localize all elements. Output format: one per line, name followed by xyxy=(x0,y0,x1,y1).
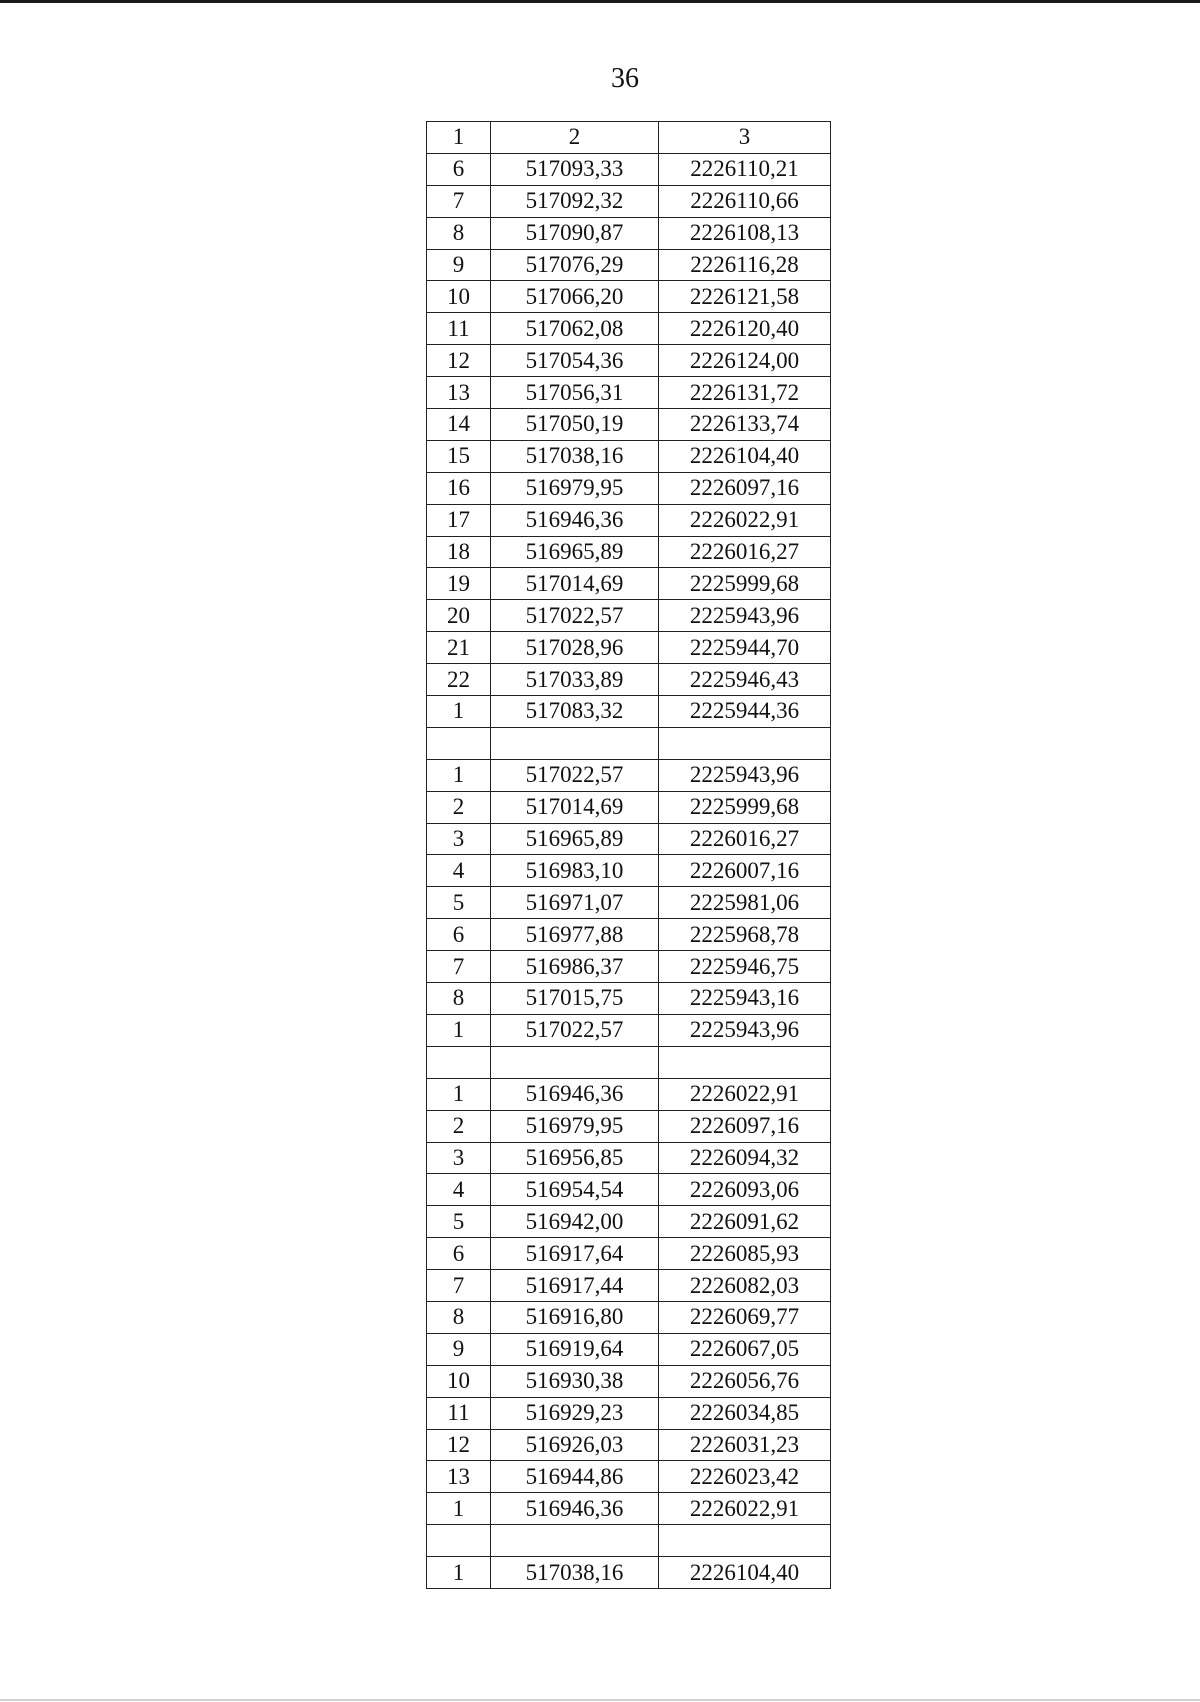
y-coordinate-cell: 2225943,96 xyxy=(659,1014,831,1046)
point-number-cell: 1 xyxy=(427,1557,491,1589)
point-number-cell: 20 xyxy=(427,600,491,632)
table-row xyxy=(427,1557,831,1589)
y-coordinate-cell: 2225999,68 xyxy=(659,568,831,600)
table-row xyxy=(427,377,831,409)
x-coordinate-cell: 517076,29 xyxy=(491,249,659,281)
x-coordinate-cell: 516946,36 xyxy=(491,504,659,536)
table-row xyxy=(427,951,831,983)
y-coordinate-cell: 2226121,58 xyxy=(659,281,831,313)
x-coordinate-cell: 517050,19 xyxy=(491,409,659,441)
x-coordinate-cell: 516986,37 xyxy=(491,951,659,983)
y-coordinate-cell: 2226082,03 xyxy=(659,1270,831,1302)
y-coordinate-cell: 2226022,91 xyxy=(659,1493,831,1525)
table-row xyxy=(427,440,831,472)
x-coordinate-cell: 517015,75 xyxy=(491,983,659,1015)
x-coordinate-cell: 516919,64 xyxy=(491,1333,659,1365)
x-coordinate-cell: 517054,36 xyxy=(491,345,659,377)
x-coordinate-cell: 516917,64 xyxy=(491,1238,659,1270)
y-coordinate-cell: 2226124,00 xyxy=(659,345,831,377)
point-number-cell xyxy=(427,727,491,759)
y-coordinate-cell: 2226007,16 xyxy=(659,855,831,887)
table-row xyxy=(427,345,831,377)
y-coordinate-cell: 2226104,40 xyxy=(659,440,831,472)
table-row xyxy=(427,1301,831,1333)
x-coordinate-cell: 516965,89 xyxy=(491,823,659,855)
y-coordinate-cell: 2226022,91 xyxy=(659,1078,831,1110)
x-coordinate-cell: 516983,10 xyxy=(491,855,659,887)
x-coordinate-cell: 517014,69 xyxy=(491,568,659,600)
table-row xyxy=(427,313,831,345)
x-coordinate-cell: 516979,95 xyxy=(491,1110,659,1142)
x-coordinate-cell: 517022,57 xyxy=(491,1014,659,1046)
table-row xyxy=(427,1270,831,1302)
x-coordinate-cell: 516971,07 xyxy=(491,887,659,919)
table-row xyxy=(427,568,831,600)
table-row xyxy=(427,1238,831,1270)
y-coordinate-cell: 2226108,13 xyxy=(659,217,831,249)
y-coordinate-cell: 2226104,40 xyxy=(659,1557,831,1589)
table-body xyxy=(427,153,831,1588)
table-row xyxy=(427,1461,831,1493)
header-cell-col-1: 1 xyxy=(427,122,491,154)
x-coordinate-cell: 517014,69 xyxy=(491,791,659,823)
table-row xyxy=(427,887,831,919)
table-row xyxy=(427,1078,831,1110)
y-coordinate-cell: 2225968,78 xyxy=(659,919,831,951)
y-coordinate-cell: 2226097,16 xyxy=(659,1110,831,1142)
y-coordinate-cell: 2226031,23 xyxy=(659,1429,831,1461)
point-number-cell: 4 xyxy=(427,1174,491,1206)
y-coordinate-cell: 2226120,40 xyxy=(659,313,831,345)
y-coordinate-cell: 2226116,28 xyxy=(659,249,831,281)
x-coordinate-cell: 516977,88 xyxy=(491,919,659,951)
table-row xyxy=(427,696,831,728)
table-row xyxy=(427,281,831,313)
x-coordinate-cell: 516954,54 xyxy=(491,1174,659,1206)
point-number-cell: 19 xyxy=(427,568,491,600)
point-number-cell xyxy=(427,1046,491,1078)
x-coordinate-cell: 517062,08 xyxy=(491,313,659,345)
header-cell-col-3: 3 xyxy=(659,122,831,154)
x-coordinate-cell: 516956,85 xyxy=(491,1142,659,1174)
point-number-cell: 11 xyxy=(427,313,491,345)
y-coordinate-cell: 2225943,16 xyxy=(659,983,831,1015)
table-row xyxy=(427,919,831,951)
x-coordinate-cell: 516965,89 xyxy=(491,536,659,568)
point-number-cell: 12 xyxy=(427,345,491,377)
table-row xyxy=(427,185,831,217)
table-row xyxy=(427,1429,831,1461)
x-coordinate-cell: 517090,87 xyxy=(491,217,659,249)
point-number-cell: 2 xyxy=(427,791,491,823)
table-row xyxy=(427,409,831,441)
point-number-cell: 1 xyxy=(427,1014,491,1046)
table-row xyxy=(427,1014,831,1046)
point-number-cell: 16 xyxy=(427,472,491,504)
y-coordinate-cell xyxy=(659,1525,831,1557)
table-row xyxy=(427,664,831,696)
point-number-cell: 10 xyxy=(427,1365,491,1397)
table-row xyxy=(427,727,831,759)
table-row xyxy=(427,1174,831,1206)
y-coordinate-cell: 2225999,68 xyxy=(659,791,831,823)
point-number-cell xyxy=(427,1525,491,1557)
y-coordinate-cell: 2225944,70 xyxy=(659,632,831,664)
point-number-cell: 1 xyxy=(427,759,491,791)
point-number-cell: 13 xyxy=(427,377,491,409)
x-coordinate-cell: 516946,36 xyxy=(491,1493,659,1525)
x-coordinate-cell: 517092,32 xyxy=(491,185,659,217)
bottom-edge-line xyxy=(0,1699,1200,1701)
point-number-cell: 8 xyxy=(427,217,491,249)
x-coordinate-cell: 516946,36 xyxy=(491,1078,659,1110)
y-coordinate-cell: 2225946,75 xyxy=(659,951,831,983)
table-row xyxy=(427,600,831,632)
y-coordinate-cell: 2225981,06 xyxy=(659,887,831,919)
y-coordinate-cell: 2225943,96 xyxy=(659,600,831,632)
table-row xyxy=(427,472,831,504)
point-number-cell: 8 xyxy=(427,1301,491,1333)
y-coordinate-cell: 2226085,93 xyxy=(659,1238,831,1270)
point-number-cell: 9 xyxy=(427,249,491,281)
point-number-cell: 3 xyxy=(427,823,491,855)
table-row xyxy=(427,217,831,249)
point-number-cell: 22 xyxy=(427,664,491,696)
point-number-cell: 11 xyxy=(427,1397,491,1429)
x-coordinate-cell xyxy=(491,1046,659,1078)
page-number: 36 xyxy=(611,63,639,94)
x-coordinate-cell: 516942,00 xyxy=(491,1206,659,1238)
header-cell-col-2: 2 xyxy=(491,122,659,154)
x-coordinate-cell: 516930,38 xyxy=(491,1365,659,1397)
table-row xyxy=(427,983,831,1015)
x-coordinate-cell: 517028,96 xyxy=(491,632,659,664)
table-row xyxy=(427,1206,831,1238)
point-number-cell: 7 xyxy=(427,951,491,983)
y-coordinate-cell: 2226133,74 xyxy=(659,409,831,441)
point-number-cell: 21 xyxy=(427,632,491,664)
y-coordinate-cell: 2226091,62 xyxy=(659,1206,831,1238)
point-number-cell: 12 xyxy=(427,1429,491,1461)
point-number-cell: 7 xyxy=(427,1270,491,1302)
point-number-cell: 1 xyxy=(427,1078,491,1110)
x-coordinate-cell: 517033,89 xyxy=(491,664,659,696)
y-coordinate-cell: 2226067,05 xyxy=(659,1333,831,1365)
y-coordinate-cell xyxy=(659,727,831,759)
point-number-cell: 14 xyxy=(427,409,491,441)
x-coordinate-cell: 517093,33 xyxy=(491,153,659,185)
x-coordinate-cell: 517022,57 xyxy=(491,600,659,632)
x-coordinate-cell: 516944,86 xyxy=(491,1461,659,1493)
y-coordinate-cell: 2226131,72 xyxy=(659,377,831,409)
table-row xyxy=(427,632,831,664)
x-coordinate-cell: 516929,23 xyxy=(491,1397,659,1429)
y-coordinate-cell: 2226016,27 xyxy=(659,536,831,568)
table-row xyxy=(427,153,831,185)
y-coordinate-cell: 2226110,66 xyxy=(659,185,831,217)
y-coordinate-cell: 2226023,42 xyxy=(659,1461,831,1493)
point-number-cell: 5 xyxy=(427,887,491,919)
point-number-cell: 2 xyxy=(427,1110,491,1142)
x-coordinate-cell xyxy=(491,1525,659,1557)
table-row xyxy=(427,1493,831,1525)
point-number-cell: 1 xyxy=(427,1493,491,1525)
x-coordinate-cell: 517038,16 xyxy=(491,1557,659,1589)
y-coordinate-cell: 2225944,36 xyxy=(659,696,831,728)
table-row xyxy=(427,1365,831,1397)
table-row xyxy=(427,504,831,536)
point-number-cell: 6 xyxy=(427,1238,491,1270)
y-coordinate-cell xyxy=(659,1046,831,1078)
point-number-cell: 17 xyxy=(427,504,491,536)
point-number-cell: 1 xyxy=(427,696,491,728)
y-coordinate-cell: 2225946,43 xyxy=(659,664,831,696)
table-row xyxy=(427,536,831,568)
table-row xyxy=(427,1333,831,1365)
x-coordinate-cell: 517038,16 xyxy=(491,440,659,472)
y-coordinate-cell: 2226110,21 xyxy=(659,153,831,185)
table-row xyxy=(427,1046,831,1078)
y-coordinate-cell: 2226069,77 xyxy=(659,1301,831,1333)
point-number-cell: 4 xyxy=(427,855,491,887)
x-coordinate-cell: 517056,31 xyxy=(491,377,659,409)
y-coordinate-cell: 2226016,27 xyxy=(659,823,831,855)
top-edge-line xyxy=(0,0,1200,3)
point-number-cell: 7 xyxy=(427,185,491,217)
y-coordinate-cell: 2226022,91 xyxy=(659,504,831,536)
y-coordinate-cell: 2226034,85 xyxy=(659,1397,831,1429)
y-coordinate-cell: 2225943,96 xyxy=(659,759,831,791)
table-row xyxy=(427,1142,831,1174)
table-row xyxy=(427,759,831,791)
x-coordinate-cell: 517022,57 xyxy=(491,759,659,791)
table-row xyxy=(427,249,831,281)
x-coordinate-cell: 516926,03 xyxy=(491,1429,659,1461)
x-coordinate-cell: 516916,80 xyxy=(491,1301,659,1333)
point-number-cell: 9 xyxy=(427,1333,491,1365)
table-row xyxy=(427,791,831,823)
table-row xyxy=(427,823,831,855)
x-coordinate-cell: 516917,44 xyxy=(491,1270,659,1302)
point-number-cell: 5 xyxy=(427,1206,491,1238)
point-number-cell: 13 xyxy=(427,1461,491,1493)
table-row xyxy=(427,1525,831,1557)
table-row xyxy=(427,855,831,887)
table-header-row xyxy=(427,122,831,154)
point-number-cell: 15 xyxy=(427,440,491,472)
point-number-cell: 6 xyxy=(427,919,491,951)
x-coordinate-cell: 516979,95 xyxy=(491,472,659,504)
point-number-cell: 8 xyxy=(427,983,491,1015)
table-row xyxy=(427,1110,831,1142)
x-coordinate-cell xyxy=(491,727,659,759)
point-number-cell: 6 xyxy=(427,153,491,185)
point-number-cell: 3 xyxy=(427,1142,491,1174)
y-coordinate-cell: 2226097,16 xyxy=(659,472,831,504)
x-coordinate-cell: 517083,32 xyxy=(491,696,659,728)
y-coordinate-cell: 2226094,32 xyxy=(659,1142,831,1174)
y-coordinate-cell: 2226056,76 xyxy=(659,1365,831,1397)
coordinates-table xyxy=(426,121,831,1589)
table-row xyxy=(427,1397,831,1429)
x-coordinate-cell: 517066,20 xyxy=(491,281,659,313)
point-number-cell: 18 xyxy=(427,536,491,568)
y-coordinate-cell: 2226093,06 xyxy=(659,1174,831,1206)
point-number-cell: 10 xyxy=(427,281,491,313)
